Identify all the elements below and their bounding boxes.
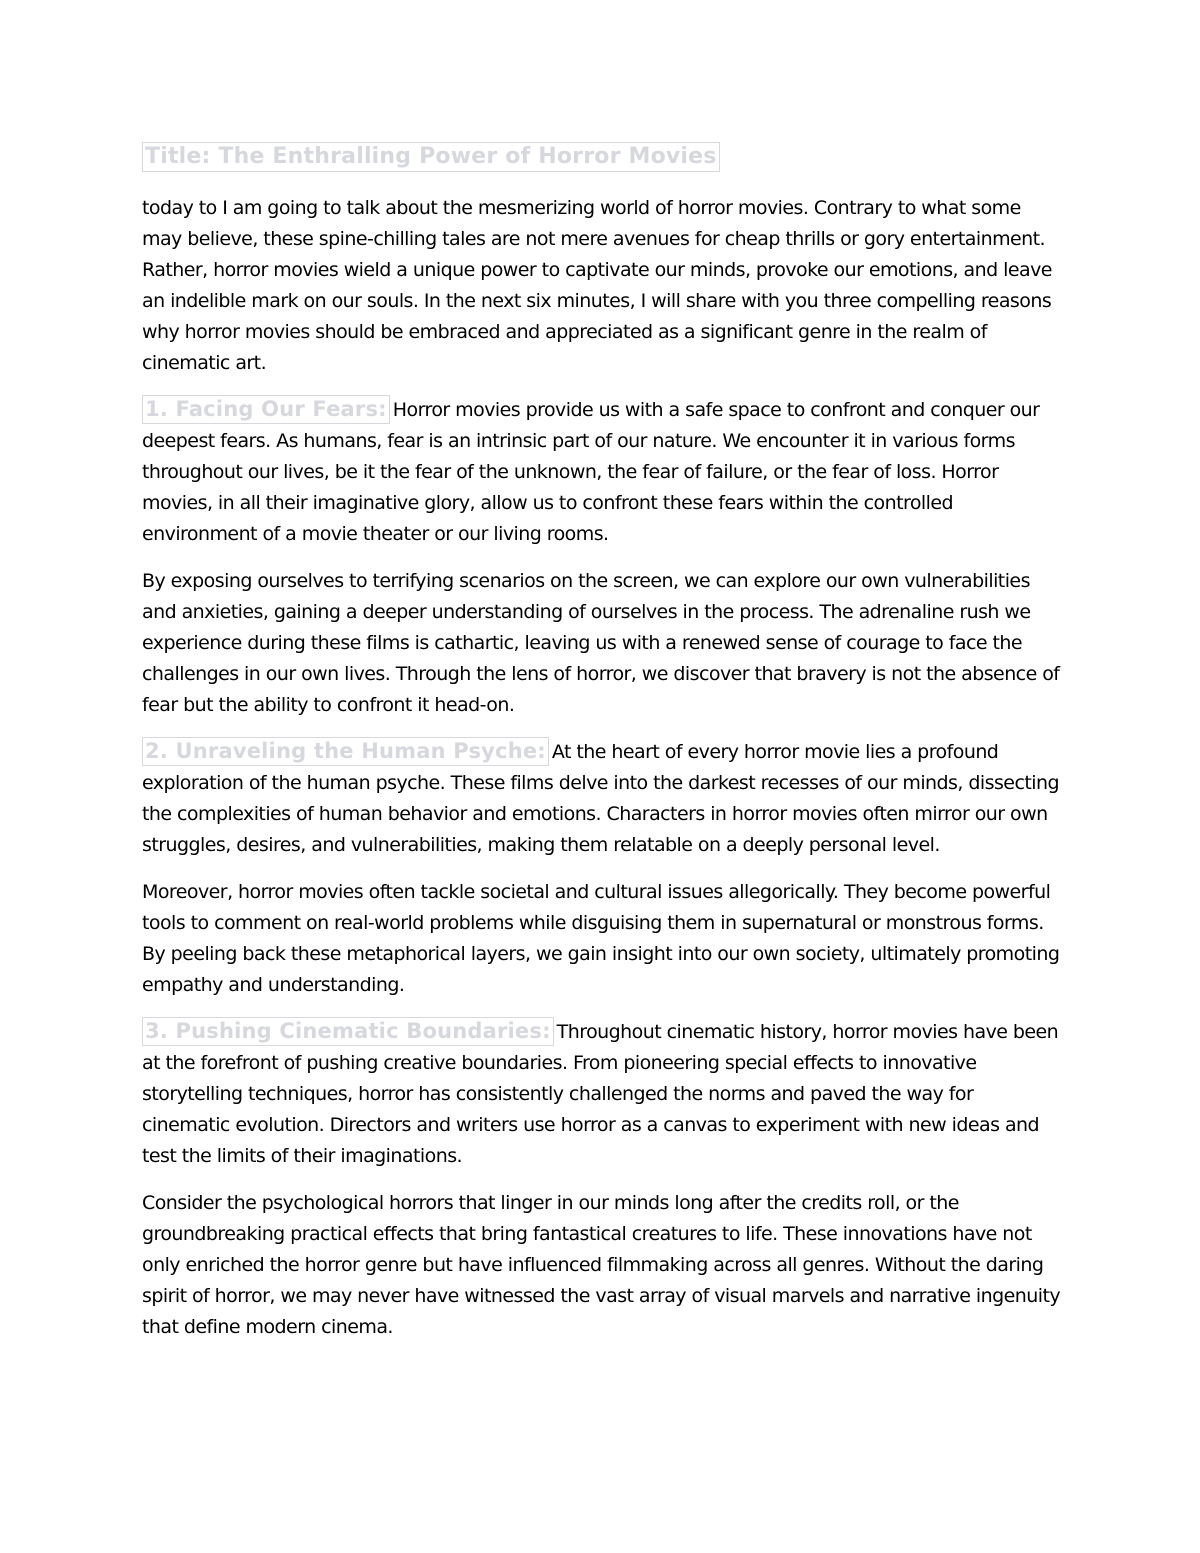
section-3-followup-paragraph: Consider the psychological horrors that linger in our minds long after the credits roll, or the groundbreaking practical effects that bring fantastical creatures to life. These innovations have not only enriched the horror genre but have influenced filmmaking across all genres. Without the daring spirit of horror, we may never have witnessed the vast array of visual marvels and narrative ingenuity that define modern cinema.: [142, 1192, 1061, 1338]
section-2-followup-paragraph: Moreover, horror movies often tackle societal and cultural issues allegorically. They become powerful tools to comment on real-world problems while disguising them in supernatural or monstrous forms. By peeling back these metaphorical layers, we gain insight into our own society, ultimately promoting empathy and understanding.: [142, 881, 1060, 996]
section-3-lead-text: Throughout cinematic history, horror movies have been at the forefront of pushing creative boundaries. From pioneering special effects to innovative storytelling techniques, horror has consistently challenged the norms and paved the way for cinematic evolution. Directors and writers use horror as a canvas to experiment with new ideas and test the limits of their imaginations.: [142, 1021, 1059, 1167]
section-2-paragraph: [142, 737, 1062, 861]
section-1-lead-text: Horror movies provide us with a safe space to confront and conquer our deepest fears. As humans, fear is an intrinsic part of our nature. We encounter it in various forms throughout our lives, be it the fear of the unknown, the fear of failure, or the fear of loss. Horror movies, in all their imaginative glory, allow us to confront these fears within the controlled environment of a movie theater or our living rooms.: [142, 399, 1040, 545]
intro-paragraph: today to I am going to talk about the mesmerizing world of horror movies. Contrary to what some may believe, these spine-chilling tales are not mere avenues for cheap thrills or gory entertainment. Rather, horror movies wield a unique power to captivate our minds, provoke our emotions, and leave an indelible mark on our souls. In the next six minutes, I will share with you three compelling reasons why horror movies should be embraced and appreciated as a significant genre in the realm of cinematic art.: [142, 197, 1052, 374]
section-3-paragraph: [142, 1017, 1062, 1172]
section-2-heading: 2. Unraveling the Human Psyche:: [142, 737, 549, 766]
section-1-paragraph: [142, 395, 1062, 550]
document-title: Title: The Enthralling Power of Horror Movies: [142, 142, 720, 172]
section-1-heading: 1. Facing Our Fears:: [142, 395, 390, 424]
section-3-heading: 3. Pushing Cinematic Boundaries:: [142, 1017, 554, 1046]
section-2-lead-text: At the heart of every horror movie lies a profound exploration of the human psyche. These films delve into the darkest recesses of our minds, dissecting the complexities of human behavior and emotions. Characters in horror movies often mirror our own struggles, desires, and vulnerabilities, making them relatable on a deeply personal level.: [142, 741, 1059, 856]
document-page: [142, 138, 1062, 1359]
section-1-followup-paragraph: By exposing ourselves to terrifying scenarios on the screen, we can explore our own vulnerabilities and anxieties, gaining a deeper understanding of ourselves in the process. The adrenaline rush we experience during these films is cathartic, leaving us with a renewed sense of courage to face the challenges in our own lives. Through the lens of horror, we discover that bravery is not the absence of fear but the ability to confront it head-on.: [142, 570, 1060, 716]
